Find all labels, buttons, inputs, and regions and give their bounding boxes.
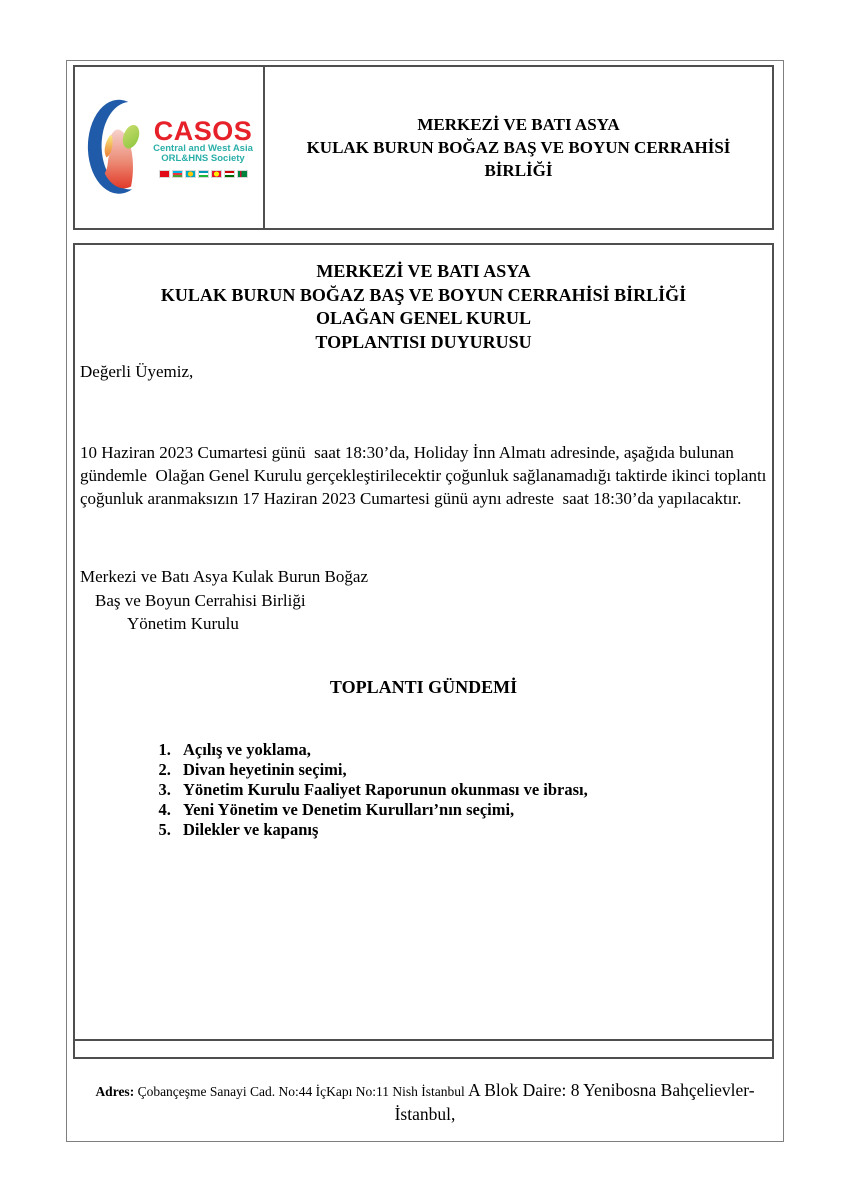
address-small-text: Çobançeşme Sanayi Cad. No:44 İçKapı No:11 Nish İstanbul — [134, 1084, 469, 1099]
signature-line: Yönetim Kurulu — [127, 614, 239, 633]
flag-turkey-icon — [159, 170, 170, 178]
announcement-body-box — [73, 243, 774, 1059]
logo-subtitle: Central and West Asia ORL&HNS Society — [153, 142, 253, 164]
organization-title-cell — [265, 67, 772, 228]
agenda-item: 4. Yeni Yönetim ve Denetim Kurulları’nın seçimi, — [175, 800, 588, 820]
salutation: Değerli Üyemiz, — [80, 362, 194, 381]
announcement-title: MERKEZİ VE BATI ASYA KULAK BURUN BOĞAZ BAŞ VE BOYUN CERRAHİSİ BİRLİĞİ OLAĞAN GENEL KURUL TOPLANTISI DUYURUSU — [160, 261, 687, 352]
flag-kazakhstan-icon — [185, 170, 196, 178]
organization-title: MERKEZİ VE BATI ASYA KULAK BURUN BOĞAZ BAŞ VE BOYUN CERRAHİSİ BİRLİĞİ — [306, 115, 731, 180]
agenda-list — [80, 740, 588, 840]
agenda-item: 5. Dilekler ve kapanış — [175, 820, 588, 840]
logo-text-block — [153, 115, 253, 178]
agenda-item: 2. Divan heyetinin seçimi, — [175, 760, 588, 780]
agenda-title: TOPLANTI GÜNDEMİ — [329, 677, 518, 697]
agenda-item: 3. Yönetim Kurulu Faaliyet Raporunun okunması ve ibrası, — [175, 780, 588, 800]
flag-uzbekistan-icon — [198, 170, 209, 178]
flag-azerbaijan-icon — [172, 170, 183, 178]
page-border-frame — [66, 60, 784, 1142]
signature-line: Merkezi ve Batı Asya Kulak Burun Boğaz — [80, 567, 368, 586]
flag-tajikistan-icon — [224, 170, 235, 178]
agenda-item: 1. Açılış ve yoklama, — [175, 740, 588, 760]
empty-bottom-row — [75, 1039, 772, 1057]
signature-line: Baş ve Boyun Cerrahisi Birliği — [95, 590, 306, 610]
letterhead-header — [73, 65, 774, 230]
casos-logo — [85, 98, 253, 198]
announcement-paragraph: 10 Haziran 2023 Cumartesi günü saat 18:30’da, Holiday İnn Almatı adresinde, aşağıda bulunan gündemle Olağan Genel Kurulu gerçekleştirilecektir çoğunluk sağlanamadığı taktirde ikinci toplantı çoğunluk aranmaksızın 17 Haziran 2023 Cumartesi günü aynı adreste saat 18:30’da yapılacaktır. — [80, 443, 771, 508]
casos-crescent-face-icon — [85, 98, 147, 198]
address-large-text: İstanbul, — [394, 1104, 456, 1124]
footer-address — [67, 1079, 783, 1126]
flag-turkmenistan-icon — [237, 170, 248, 178]
address-label: Adres: — [95, 1084, 135, 1099]
logo-acronym: CASOS — [153, 115, 253, 146]
signature-block — [80, 565, 368, 636]
flag-kyrgyzstan-icon — [211, 170, 222, 178]
logo-cell — [75, 67, 265, 228]
member-flags-row — [159, 170, 248, 178]
address-large-text: A Blok Daire: 8 Yenibosna Bahçelievler- — [468, 1080, 755, 1100]
